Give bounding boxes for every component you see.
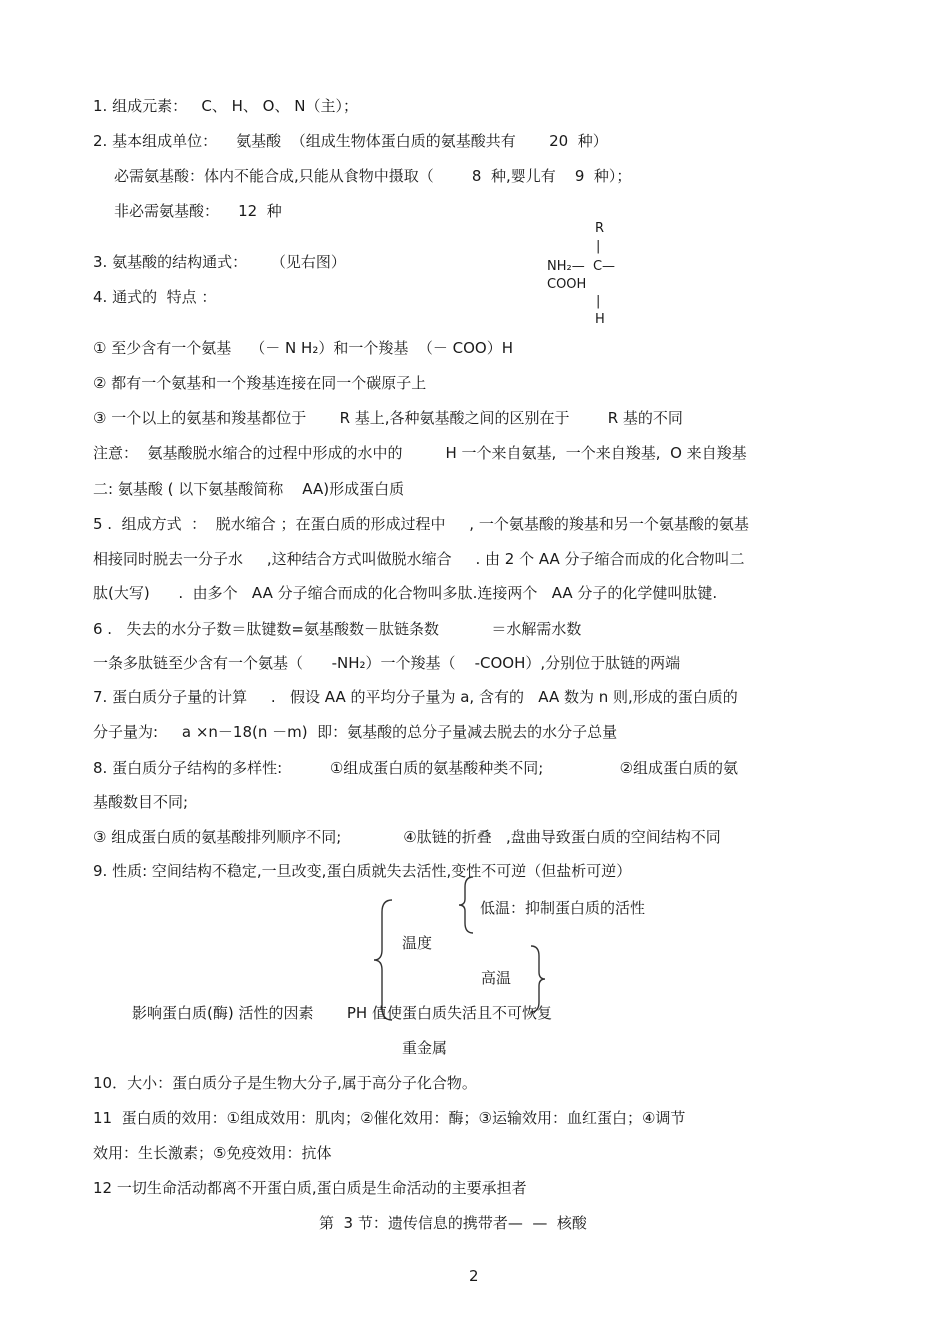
line-13: 相接同时脱去一分子水 ,这种结合方式叫做脱水缩合 . 由 2 个 AA 分子缩合而成的化合物叫二: [93, 550, 745, 568]
line-6: 4. 通式的 特点 ：: [93, 288, 217, 306]
line-7: ① 至少含有一个氨基 （－ N H₂）和一个羧基 （－ COO）H: [93, 339, 514, 357]
page-number: 2: [469, 1267, 479, 1285]
line-22: 9. 性质: 空间结构不稳定,一旦改变,蛋白质就失去活性,变性不可逆（但盐析可逆）: [93, 862, 632, 880]
factor-high-temp: 高温: [481, 969, 512, 987]
line-16: 一条多肽链至少含有一个氨基（ -NH₂）一个羧基（ -COOH）,分别位于肽链的两端: [93, 654, 681, 672]
formula-bar-bottom: |: [596, 294, 601, 309]
line-5: 3. 氨基酸的结构通式： （见右图）: [93, 253, 346, 271]
line-3: 必需氨基酸：体内不能合成,只能从食物中摄取（ 8 种,婴儿有 9 种）；: [114, 167, 632, 185]
line-14: 肽(大写) . 由多个 AA 分子缩合而成的化合物叫多肽.连接两个 AA 分子的化学健叫肽键.: [93, 584, 718, 602]
line-12: 5 . 组成方式 ： 脱水缩合 ；在蛋白质的形成过程中 , 一个氨基酸的羧基和另一个氨基酸的氨基: [93, 515, 749, 533]
line-21: ③ 组成蛋白质的氨基酸排列顺序不同; ④肽链的折叠 ,盘曲导致蛋白质的空间结构不同: [93, 828, 721, 846]
formula-bar-top: |: [596, 239, 601, 254]
factor-temperature: 温度: [402, 934, 433, 952]
factor-heavy-metal: 重金属: [402, 1039, 448, 1057]
line-9: ③ 一个以上的氨基和羧基都位于 R 基上,各种氨基酸之间的区别在于 R 基的不同: [93, 409, 683, 427]
line-20: 基酸数目不同;: [93, 793, 189, 811]
formula-r: R: [595, 221, 605, 236]
line-15: 6 . 失去的水分子数＝肽键数=氨基酸数－肽链条数 ＝水解需水数: [93, 620, 582, 638]
line-23: 10．大小：蛋白质分子是生物大分子,属于高分子化合物。: [93, 1074, 477, 1092]
line-11: 二: 氨基酸 ( 以下氨基酸简称 AA)形成蛋白质: [93, 480, 405, 498]
factor-main: 影响蛋白质(酶) 活性的因素 PH 值使蛋白质失活且不可恢复: [132, 1004, 552, 1022]
formula-nh2: NH₂— C—: [547, 259, 616, 274]
line-26: 12 一切生命活动都离不开蛋白质,蛋白质是生命活动的主要承担者: [93, 1179, 527, 1197]
factor-low-temp: 低温：抑制蛋白质的活性: [480, 899, 646, 917]
section-heading: 第 3 节：遗传信息的携带者— — 核酸: [319, 1214, 587, 1232]
line-24: 11 蛋白质的效用：①组成效用：肌肉；②催化效用：酶；③运输效用：血红蛋白；④调节: [93, 1109, 686, 1127]
line-8: ② 都有一个氨基和一个羧基连接在同一个碳原子上: [93, 374, 427, 392]
line-19: 8. 蛋白质分子结构的多样性: ①组成蛋白质的氨基酸种类不同; ②组成蛋白质的氨: [93, 759, 739, 777]
line-10: 注意： 氨基酸脱水缩合的过程中形成的水中的 H 一个来自氨基, 一个来自羧基, O 来自羧基: [93, 444, 747, 462]
formula-cooh: COOH: [547, 277, 587, 292]
line-1: 1. 组成元素： C、 H、 O、 N（主）；: [93, 97, 358, 115]
line-17: 7. 蛋白质分子量的计算 . 假设 AA 的平均分子量为 a, 含有的 AA 数为 n 则,形成的蛋白质的: [93, 688, 738, 706]
brace-temperature: [455, 875, 477, 935]
line-18: 分子量为: a ×n－18(n －m) 即：氨基酸的总分子量减去脱去的水分子总量: [93, 723, 618, 741]
line-25: 效用：生长激素；⑤免疫效用：抗体: [93, 1144, 332, 1162]
line-4: 非必需氨基酸： 12 种: [114, 202, 282, 220]
formula-h: H: [595, 312, 605, 327]
line-2: 2. 基本组成单位： 氨基酸 （组成生物体蛋白质的氨基酸共有 20 种）: [93, 132, 608, 150]
